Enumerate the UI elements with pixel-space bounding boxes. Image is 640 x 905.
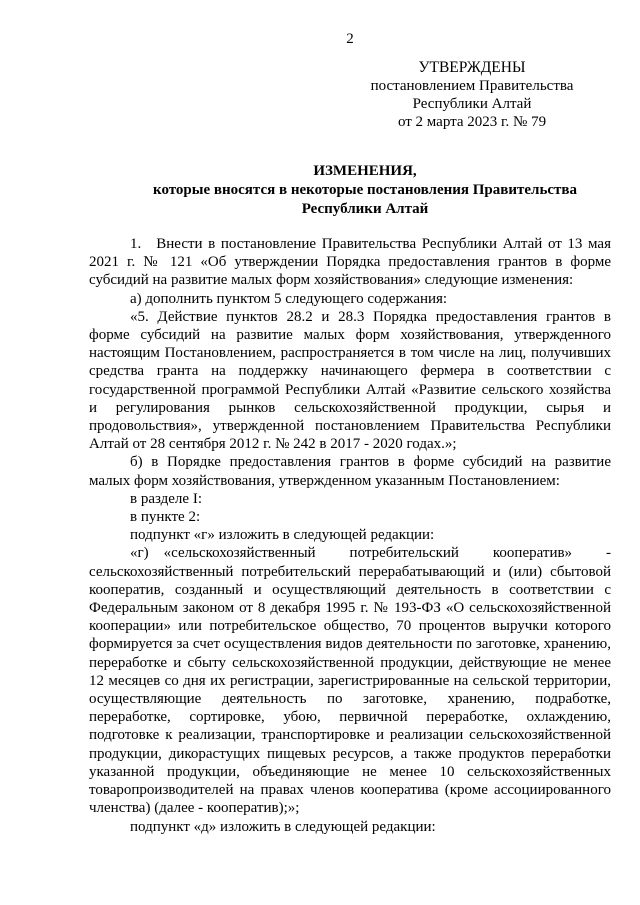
approval-line: от 2 марта 2023 г. № 79: [397, 114, 547, 130]
document-title: [0, 162, 640, 219]
title-line: которые вносятся в некоторые постановления Правительства: [153, 182, 577, 198]
document-body: [89, 235, 611, 836]
paragraph: а) дополнить пунктом 5 следующего содержания:: [130, 290, 448, 307]
approval-line: постановлением Правительства: [370, 78, 574, 94]
paragraph: «г) «сельскохозяйственный потребительский кооператив» - сельскохозяйственный потребительский перерабатывающий и (или) сбытовой кооператив, созданный и осуществляющий деятельность в соответствии с Федеральным законом от 8 декабря 1995 г. № 193-ФЗ «О сельскохозяйственной кооперации» или потребительское общество, 70 процентов выручки которого формируется за счет осуществления видов деятельности по заготовке, хранению, переработке и сбыту сельскохозяйственной продукции, действующие не менее 12 месяцев со дня их регистрации, зарегистрированные на сельской территории, осуществляющие деятельность по заготовке, хранению, подработке, переработке, сортировке, убою, первичной переработке, охлаждению, подготовке к реализации, транспортировке и реализации сельскохозяйственной продукции, дикорастущих пищевых ресурсов, а также продуктов переработки указанной продукции, объединяющие не менее 10 сельскохозяйственных товаропроизводителей на правах членов кооператива (кроме ассоциированного членства) (далее - кооператив);»;: [89, 545, 611, 817]
page-number: 2: [346, 31, 354, 47]
approval-stamp: [360, 59, 584, 131]
approval-line: Республики Алтай: [412, 96, 532, 112]
paragraph: в разделе I:: [130, 490, 202, 507]
paragraph: 1. Внести в постановление Правительства Республики Алтай от 13 мая 2021 г. № 121 «Об утверждении Порядка предоставления грантов в форме субсидий на развитие малых форм хозяйствования» следующие изменения:: [89, 236, 611, 289]
paragraph: подпункт «г» изложить в следующей редакции:: [130, 527, 435, 544]
title-line: ИЗМЕНЕНИЯ,: [313, 163, 417, 179]
paragraph: подпункт «д» изложить в следующей редакции:: [130, 818, 436, 835]
paragraph: б) в Порядке предоставления грантов в форме субсидий на развитие малых форм хозяйствования, утвержденном указанным Постановлением:: [89, 454, 611, 489]
paragraph: в пункте 2:: [130, 509, 201, 526]
paragraph: «5. Действие пунктов 28.2 и 28.3 Порядка предоставления грантов в форме субсидий на развитие малых форм хозяйствования, утвержденного настоящим Постановлением, распространяется в том числе на лиц, получивших средства гранта на поддержку начинающего фермера в соответствии с государственной программой Республики Алтай «Развитие сельского хозяйства и регулирования рынков сельскохозяйственной продукции, сырья и продовольствия», утвержденной постановлением Правительства Республики Алтай от 28 сентября 2012 г. № 242 в 2017 - 2020 годах.»;: [89, 308, 611, 453]
approval-heading: УТВЕРЖДЕНЫ: [418, 59, 526, 76]
title-line: Республики Алтай: [301, 201, 429, 217]
